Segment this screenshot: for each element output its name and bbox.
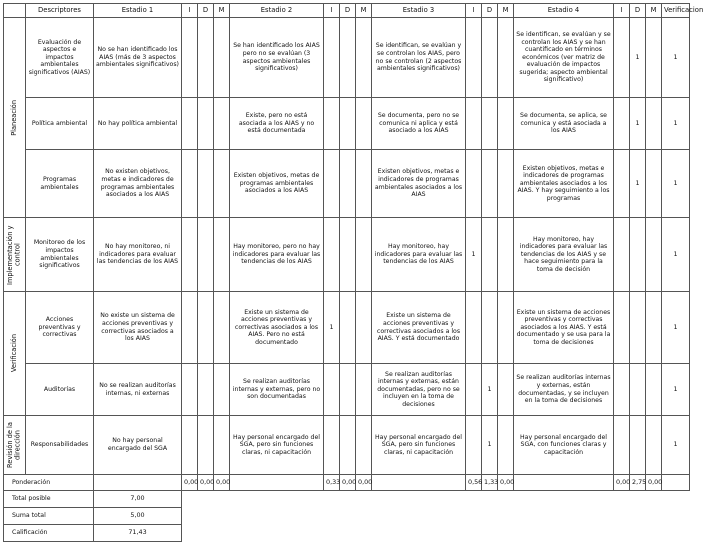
m3-cell: [498, 98, 514, 150]
verificacion-cell: 1: [662, 218, 690, 292]
header-i: I: [614, 4, 630, 18]
table-row: [4, 18, 690, 98]
estadio-3-cell: Existe un sistema de acciones preventivas y correctivas asociados a los AIAS. Y está documentado: [372, 292, 466, 364]
i4-cell: [614, 364, 630, 416]
summary-label: Suma total: [4, 508, 94, 525]
ponderacion-value: 0,56: [466, 475, 482, 491]
d3-cell: [482, 98, 498, 150]
i4-cell: [614, 218, 630, 292]
d2-cell: [340, 18, 356, 98]
i4-cell: [614, 18, 630, 98]
ponderacion-row: [4, 475, 690, 491]
i1-cell: [182, 150, 198, 218]
d1-cell: [198, 150, 214, 218]
estadio-4-cell: Hay personal encargado del SGA, con funciones claras y capacitación: [514, 416, 614, 475]
m1-cell: [214, 150, 230, 218]
table-row: [4, 218, 690, 292]
d1-cell: [198, 364, 214, 416]
d1-cell: [198, 416, 214, 475]
d1-cell: [198, 292, 214, 364]
i4-cell: [614, 150, 630, 218]
d4-cell: [630, 364, 646, 416]
d2-cell: [340, 218, 356, 292]
table-row: [4, 364, 690, 416]
verificacion-cell: 1: [662, 98, 690, 150]
estadio-4-cell: Hay monitoreo, hay indicadores para evaluar las tendencias de los AIAS y se hace seguimiento para la toma de decisión: [514, 218, 614, 292]
i2-cell: [324, 18, 340, 98]
summary-value: 71,43: [94, 525, 182, 542]
d4-cell: 1: [630, 98, 646, 150]
estadio-2-cell: Existe, pero no está asociada a los AIAS y no está documentada: [230, 98, 324, 150]
estadio-1-cell: No hay política ambiental: [94, 98, 182, 150]
m1-cell: [214, 98, 230, 150]
m4-cell: [646, 98, 662, 150]
i3-cell: [466, 292, 482, 364]
ponderacion-spacer: [372, 475, 466, 491]
ponderacion-value: 1,33: [482, 475, 498, 491]
d4-cell: 1: [630, 18, 646, 98]
estadio-2-cell: Existe un sistema de acciones preventivas y correctivas asociados a los AIAS. Pero no está documentado: [230, 292, 324, 364]
m3-cell: [498, 18, 514, 98]
d2-cell: [340, 98, 356, 150]
m1-cell: [214, 292, 230, 364]
header-m: M: [356, 4, 372, 18]
table-row: [4, 98, 690, 150]
summary-label: Calificación: [4, 525, 94, 542]
d3-cell: [482, 218, 498, 292]
i1-cell: [182, 416, 198, 475]
m2-cell: [356, 18, 372, 98]
estadio-4-cell: Se documenta, se aplica, se comunica y está asociada a los AIAS: [514, 98, 614, 150]
ponderacion-value: 0,00: [340, 475, 356, 491]
d2-cell: [340, 150, 356, 218]
m3-cell: [498, 218, 514, 292]
header-d: D: [630, 4, 646, 18]
header-m: M: [646, 4, 662, 18]
i2-cell: [324, 98, 340, 150]
ponderacion-label: Ponderación: [4, 475, 94, 491]
header-d: D: [482, 4, 498, 18]
i3-cell: [466, 150, 482, 218]
table-row: [4, 292, 690, 364]
header-estadio-3: Estadio 3: [372, 4, 466, 18]
m3-cell: [498, 416, 514, 475]
i4-cell: [614, 292, 630, 364]
estadio-1-cell: No existen objetivos, metas e indicadores de programas ambientales asociados a los AIAS: [94, 150, 182, 218]
d3-cell: [482, 18, 498, 98]
ponderacion-spacer: [514, 475, 614, 491]
estadio-2-cell: Se realizan auditorías internas y externas, pero no son documentadas: [230, 364, 324, 416]
m1-cell: [214, 416, 230, 475]
table-row: [4, 416, 690, 475]
i3-cell: [466, 18, 482, 98]
header-corner: [4, 4, 26, 18]
i4-cell: [614, 416, 630, 475]
header-row: [4, 4, 690, 18]
i2-cell: 1: [324, 292, 340, 364]
group-label-text: Planeación: [9, 99, 18, 136]
summary-row: [4, 508, 690, 525]
i1-cell: [182, 98, 198, 150]
ponderacion-value: 2,75: [630, 475, 646, 491]
group-label-text: Implementación y control: [5, 224, 22, 285]
summary-row: [4, 491, 690, 508]
group-label-revision: [4, 416, 26, 475]
m3-cell: [498, 292, 514, 364]
ponderacion-value: 0,33: [324, 475, 340, 491]
estadio-2-cell: Hay personal encargado del SGA, pero sin funciones claras, ni capacitación: [230, 416, 324, 475]
i1-cell: [182, 292, 198, 364]
i2-cell: [324, 364, 340, 416]
estadio-4-cell: Se identifican, se evalúan y se controlan los AIAS y se han cuantificado en términos económicos (ver matriz de evaluación de impactos sugerida; aspecto ambiental significativo): [514, 18, 614, 98]
estadio-2-cell: Hay monitoreo, pero no hay indicadores para evaluar las tendencias de los AIAS: [230, 218, 324, 292]
estadio-3-cell: Hay monitoreo, hay indicadores para evaluar las tendencias de los AIAS: [372, 218, 466, 292]
d3-cell: 1: [482, 416, 498, 475]
m2-cell: [356, 416, 372, 475]
m1-cell: [214, 218, 230, 292]
verificacion-cell: 1: [662, 150, 690, 218]
group-label-verificacion: [4, 292, 26, 416]
d1-cell: [198, 18, 214, 98]
header-i: I: [324, 4, 340, 18]
ponderacion-value: 0,00: [646, 475, 662, 491]
evaluation-table: [3, 3, 703, 542]
estadio-1-cell: No hay personal encargado del SGA: [94, 416, 182, 475]
header-i: I: [182, 4, 198, 18]
m4-cell: [646, 18, 662, 98]
estadio-1-cell: No se han identificado los AIAS (más de 3 aspectos ambientales significativos): [94, 18, 182, 98]
i2-cell: [324, 416, 340, 475]
d4-cell: [630, 292, 646, 364]
d4-cell: [630, 416, 646, 475]
estadio-1-cell: No existe un sistema de acciones preventivas y correctivas asociados a los AIAS: [94, 292, 182, 364]
estadio-2-cell: Se han identificado los AIAS pero no se evalúan (3 aspectos ambientales significativos): [230, 18, 324, 98]
ponderacion-value: 0,00: [182, 475, 198, 491]
descriptor-cell: Responsabilidades: [26, 416, 94, 475]
header-estadio-2: Estadio 2: [230, 4, 324, 18]
estadio-1-cell: No se realizan auditorías internas, ni externas: [94, 364, 182, 416]
d2-cell: [340, 364, 356, 416]
descriptor-cell: Acciones preventivas y correctivas: [26, 292, 94, 364]
m4-cell: [646, 364, 662, 416]
verificacion-cell: 1: [662, 364, 690, 416]
ponderacion-value: 0,00: [614, 475, 630, 491]
d3-cell: 1: [482, 364, 498, 416]
d2-cell: [340, 292, 356, 364]
header-estadio-1: Estadio 1: [94, 4, 182, 18]
i1-cell: [182, 18, 198, 98]
i3-cell: [466, 364, 482, 416]
estadio-3-cell: Existen objetivos, metas e indicadores de programas ambientales asociados a los AIAS: [372, 150, 466, 218]
m2-cell: [356, 98, 372, 150]
verificacion-cell: 1: [662, 292, 690, 364]
summary-label: Total posible: [4, 491, 94, 508]
estadio-3-cell: Hay personal encargado del SGA, pero sin funciones claras, ni capacitación: [372, 416, 466, 475]
ponderacion-value: 0,00: [498, 475, 514, 491]
estadio-3-cell: Se realizan auditorías internas y externas, están documentadas, pero no se incluyen en la toma de decisiones: [372, 364, 466, 416]
m3-cell: [498, 364, 514, 416]
ponderacion-spacer: [94, 475, 182, 491]
m4-cell: [646, 150, 662, 218]
header-i: I: [466, 4, 482, 18]
descriptor-cell: Monitoreo de los impactos ambientales significativos: [26, 218, 94, 292]
estadio-3-cell: Se documenta, pero no se comunica ni aplica y está asociado a los AIAS: [372, 98, 466, 150]
d4-cell: 1: [630, 150, 646, 218]
m1-cell: [214, 18, 230, 98]
header-verificacion: Verificacion: [662, 4, 690, 18]
d3-cell: [482, 150, 498, 218]
group-label-text: Revisión de la dirección: [5, 422, 22, 468]
summary-row: [4, 525, 690, 542]
descriptor-cell: Política ambiental: [26, 98, 94, 150]
header-descriptores: Descriptores: [26, 4, 94, 18]
ponderacion-value: 0,00: [198, 475, 214, 491]
d4-cell: [630, 218, 646, 292]
descriptor-cell: Programas ambientales: [26, 150, 94, 218]
table-row: [4, 150, 690, 218]
m2-cell: [356, 150, 372, 218]
group-label-planeacion: [4, 18, 26, 218]
m4-cell: [646, 416, 662, 475]
estadio-3-cell: Se identifican, se evalúan y se controlan los AIAS, pero no se controlan (2 aspectos ambientales significativos): [372, 18, 466, 98]
estadio-4-cell: Existen objetivos, metas e indicadores de programas ambientales asociados a los AIAS. Y hay seguimiento a los programas: [514, 150, 614, 218]
estadio-1-cell: No hay monitoreo, ni indicadores para evaluar las tendencias de los AIAS: [94, 218, 182, 292]
i4-cell: [614, 98, 630, 150]
header-d: D: [198, 4, 214, 18]
verificacion-cell: 1: [662, 18, 690, 98]
i2-cell: [324, 150, 340, 218]
estadio-2-cell: Existen objetivos, metas de programas ambientales asociados a los AIAS: [230, 150, 324, 218]
header-m: M: [214, 4, 230, 18]
m4-cell: [646, 218, 662, 292]
descriptor-cell: Evaluación de aspectos e impactos ambientales significativos (AIAS): [26, 18, 94, 98]
m4-cell: [646, 292, 662, 364]
i3-cell: [466, 416, 482, 475]
header-d: D: [340, 4, 356, 18]
estadio-4-cell: Existe un sistema de acciones preventivas y correctivas asociados a los AIAS. Y está documentado y se usa para la toma de decisiones: [514, 292, 614, 364]
i2-cell: [324, 218, 340, 292]
d1-cell: [198, 218, 214, 292]
header-estadio-4: Estadio 4: [514, 4, 614, 18]
d2-cell: [340, 416, 356, 475]
i1-cell: [182, 364, 198, 416]
m1-cell: [214, 364, 230, 416]
header-m: M: [498, 4, 514, 18]
m2-cell: [356, 364, 372, 416]
i3-cell: 1: [466, 218, 482, 292]
group-label-text: Verificación: [9, 334, 18, 373]
d1-cell: [198, 98, 214, 150]
m2-cell: [356, 218, 372, 292]
m2-cell: [356, 292, 372, 364]
ponderacion-value: 0,00: [214, 475, 230, 491]
summary-value: 7,00: [94, 491, 182, 508]
group-label-implementacion: [4, 218, 26, 292]
i3-cell: [466, 98, 482, 150]
ponderacion-value: 0,00: [356, 475, 372, 491]
d3-cell: [482, 292, 498, 364]
m3-cell: [498, 150, 514, 218]
ponderacion-verif-spacer: [662, 475, 690, 491]
summary-value: 5,00: [94, 508, 182, 525]
descriptor-cell: Auditorías: [26, 364, 94, 416]
ponderacion-spacer: [230, 475, 324, 491]
estadio-4-cell: Se realizan auditorías internas y externas, están documentadas, y se incluyen en la toma de decisiones: [514, 364, 614, 416]
verificacion-cell: 1: [662, 416, 690, 475]
i1-cell: [182, 218, 198, 292]
